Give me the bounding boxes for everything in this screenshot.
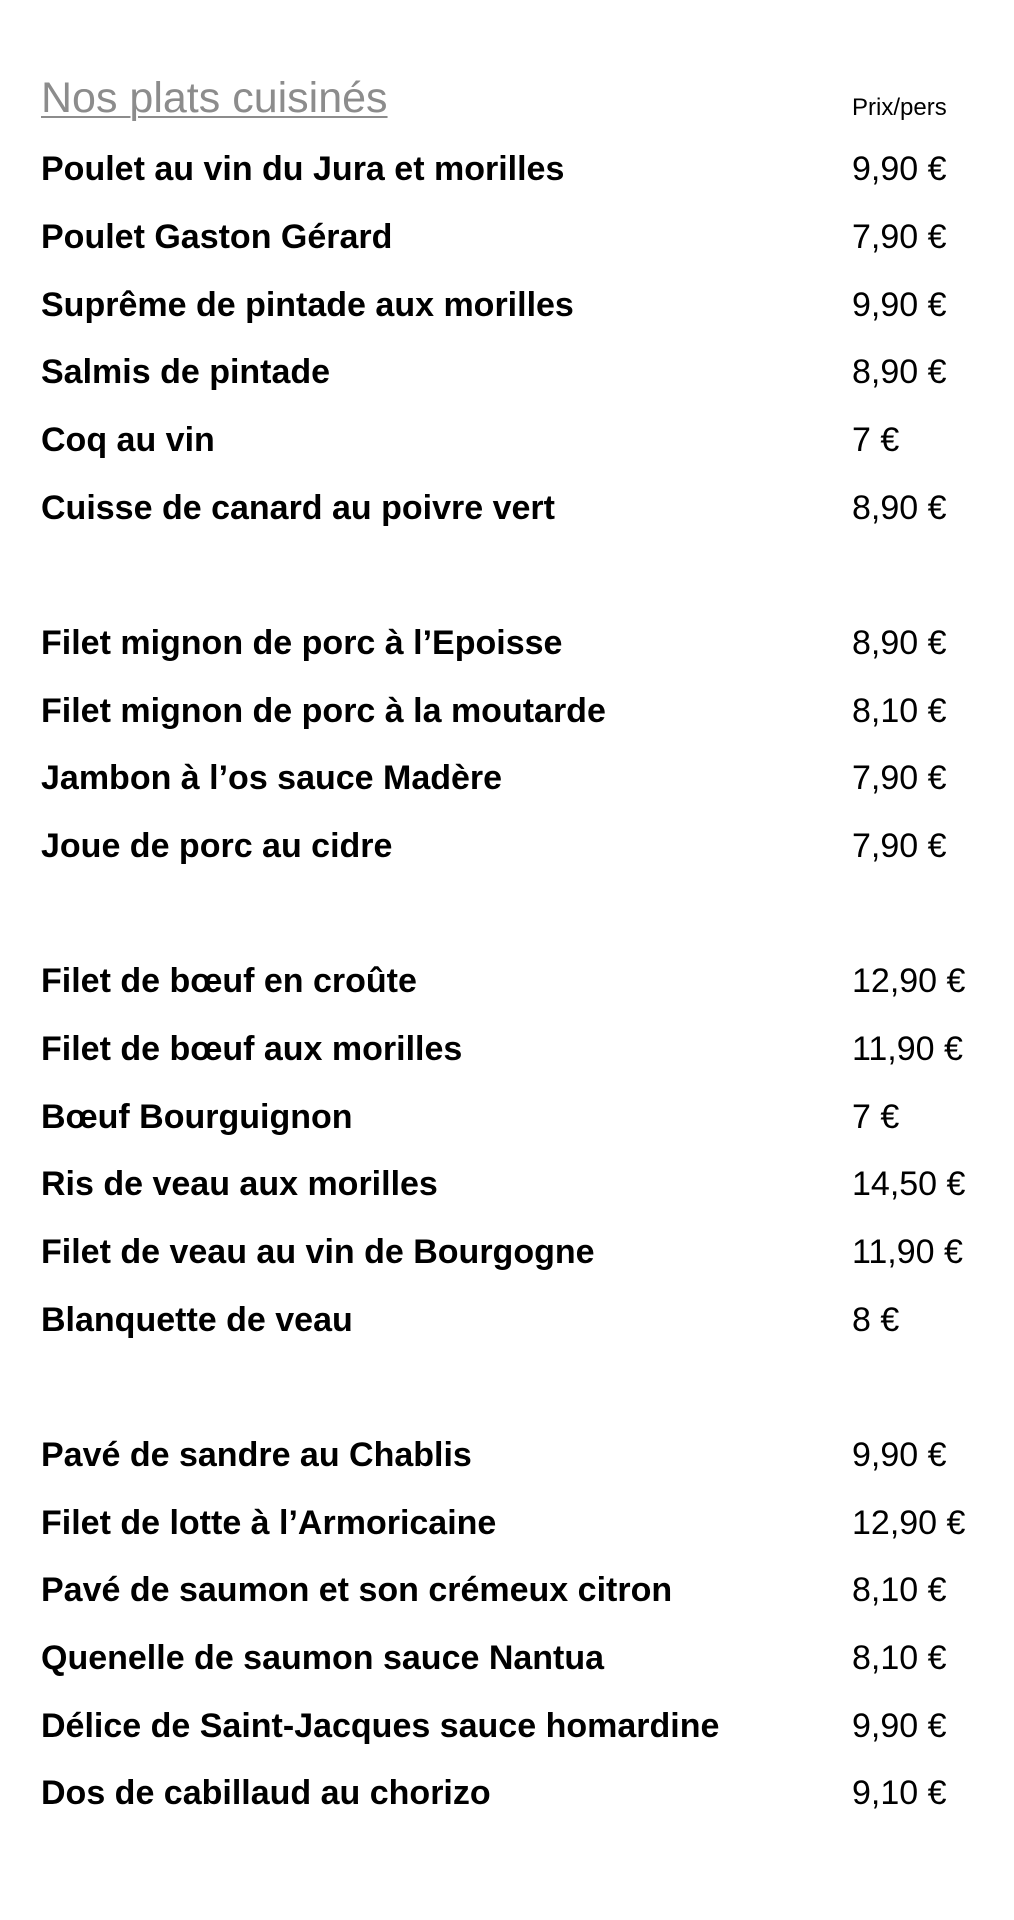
menu-item xyxy=(0,759,1014,803)
menu-item xyxy=(0,286,1014,330)
menu-item xyxy=(0,150,1014,194)
menu-item xyxy=(0,1504,1014,1548)
dish-price: 9,90 € xyxy=(852,1707,947,1745)
menu-item xyxy=(0,218,1014,262)
menu-item xyxy=(0,1639,1014,1683)
dish-name: Filet de bœuf aux morilles xyxy=(41,1030,463,1068)
menu-item xyxy=(0,353,1014,397)
dish-price: 14,50 € xyxy=(852,1165,966,1203)
menu-item xyxy=(0,1165,1014,1209)
dish-price: 7,90 € xyxy=(852,759,947,797)
dish-name: Salmis de pintade xyxy=(41,353,331,391)
menu-item xyxy=(0,692,1014,736)
menu-item xyxy=(0,1030,1014,1074)
menu-item xyxy=(0,1301,1014,1345)
dish-price: 9,90 € xyxy=(852,1436,947,1474)
dish-name: Poulet Gaston Gérard xyxy=(41,218,393,256)
menu-item xyxy=(0,489,1014,533)
dish-price: 11,90 € xyxy=(852,1233,963,1271)
menu-item xyxy=(0,1571,1014,1615)
dish-name: Jambon à l’os sauce Madère xyxy=(41,759,503,797)
dish-price: 9,90 € xyxy=(852,286,947,324)
dish-price: 9,10 € xyxy=(852,1774,947,1812)
dish-name: Filet de veau au vin de Bourgogne xyxy=(41,1233,595,1271)
dish-name: Ris de veau aux morilles xyxy=(41,1165,438,1203)
dish-name: Délice de Saint-Jacques sauce homardine xyxy=(41,1707,720,1745)
dish-price: 8,10 € xyxy=(852,1571,947,1609)
dish-price: 12,90 € xyxy=(852,1504,966,1542)
dish-name: Coq au vin xyxy=(41,421,215,459)
menu-item xyxy=(0,1233,1014,1277)
price-column-header: Prix/pers xyxy=(852,94,947,121)
dish-name: Filet mignon de porc à l’Epoisse xyxy=(41,624,563,662)
menu-item xyxy=(0,1436,1014,1480)
menu-item xyxy=(0,421,1014,465)
dish-name: Pavé de sandre au Chablis xyxy=(41,1436,472,1474)
dish-name: Bœuf Bourguignon xyxy=(41,1098,353,1136)
dish-price: 7 € xyxy=(852,1098,900,1136)
dish-name: Filet de bœuf en croûte xyxy=(41,962,417,1000)
dish-price: 8,10 € xyxy=(852,692,947,730)
dish-name: Poulet au vin du Jura et morilles xyxy=(41,150,565,188)
menu-item xyxy=(0,1774,1014,1818)
dish-price: 8,90 € xyxy=(852,353,947,391)
dish-price: 8 € xyxy=(852,1301,900,1339)
dish-name: Dos de cabillaud au chorizo xyxy=(41,1774,491,1812)
dish-name: Blanquette de veau xyxy=(41,1301,353,1339)
menu-item xyxy=(0,962,1014,1006)
dish-price: 7,90 € xyxy=(852,827,947,865)
dish-name: Filet mignon de porc à la moutarde xyxy=(41,692,606,730)
dish-price: 8,90 € xyxy=(852,624,947,662)
dish-name: Joue de porc au cidre xyxy=(41,827,393,865)
dish-name: Cuisse de canard au poivre vert xyxy=(41,489,555,527)
dish-price: 8,10 € xyxy=(852,1639,947,1677)
dish-price: 7,90 € xyxy=(852,218,947,256)
menu-item xyxy=(0,1707,1014,1751)
dish-name: Quenelle de saumon sauce Nantua xyxy=(41,1639,605,1677)
page-title: Nos plats cuisinés xyxy=(41,74,388,122)
dish-name: Pavé de saumon et son crémeux citron xyxy=(41,1571,673,1609)
dish-price: 12,90 € xyxy=(852,962,966,1000)
menu-item xyxy=(0,624,1014,668)
dish-name: Filet de lotte à l’Armoricaine xyxy=(41,1504,497,1542)
dish-price: 7 € xyxy=(852,421,900,459)
menu-item xyxy=(0,827,1014,871)
dish-price: 11,90 € xyxy=(852,1030,963,1068)
dish-price: 8,90 € xyxy=(852,489,947,527)
menu-item xyxy=(0,1098,1014,1142)
dish-price: 9,90 € xyxy=(852,150,947,188)
dish-name: Suprême de pintade aux morilles xyxy=(41,286,574,324)
